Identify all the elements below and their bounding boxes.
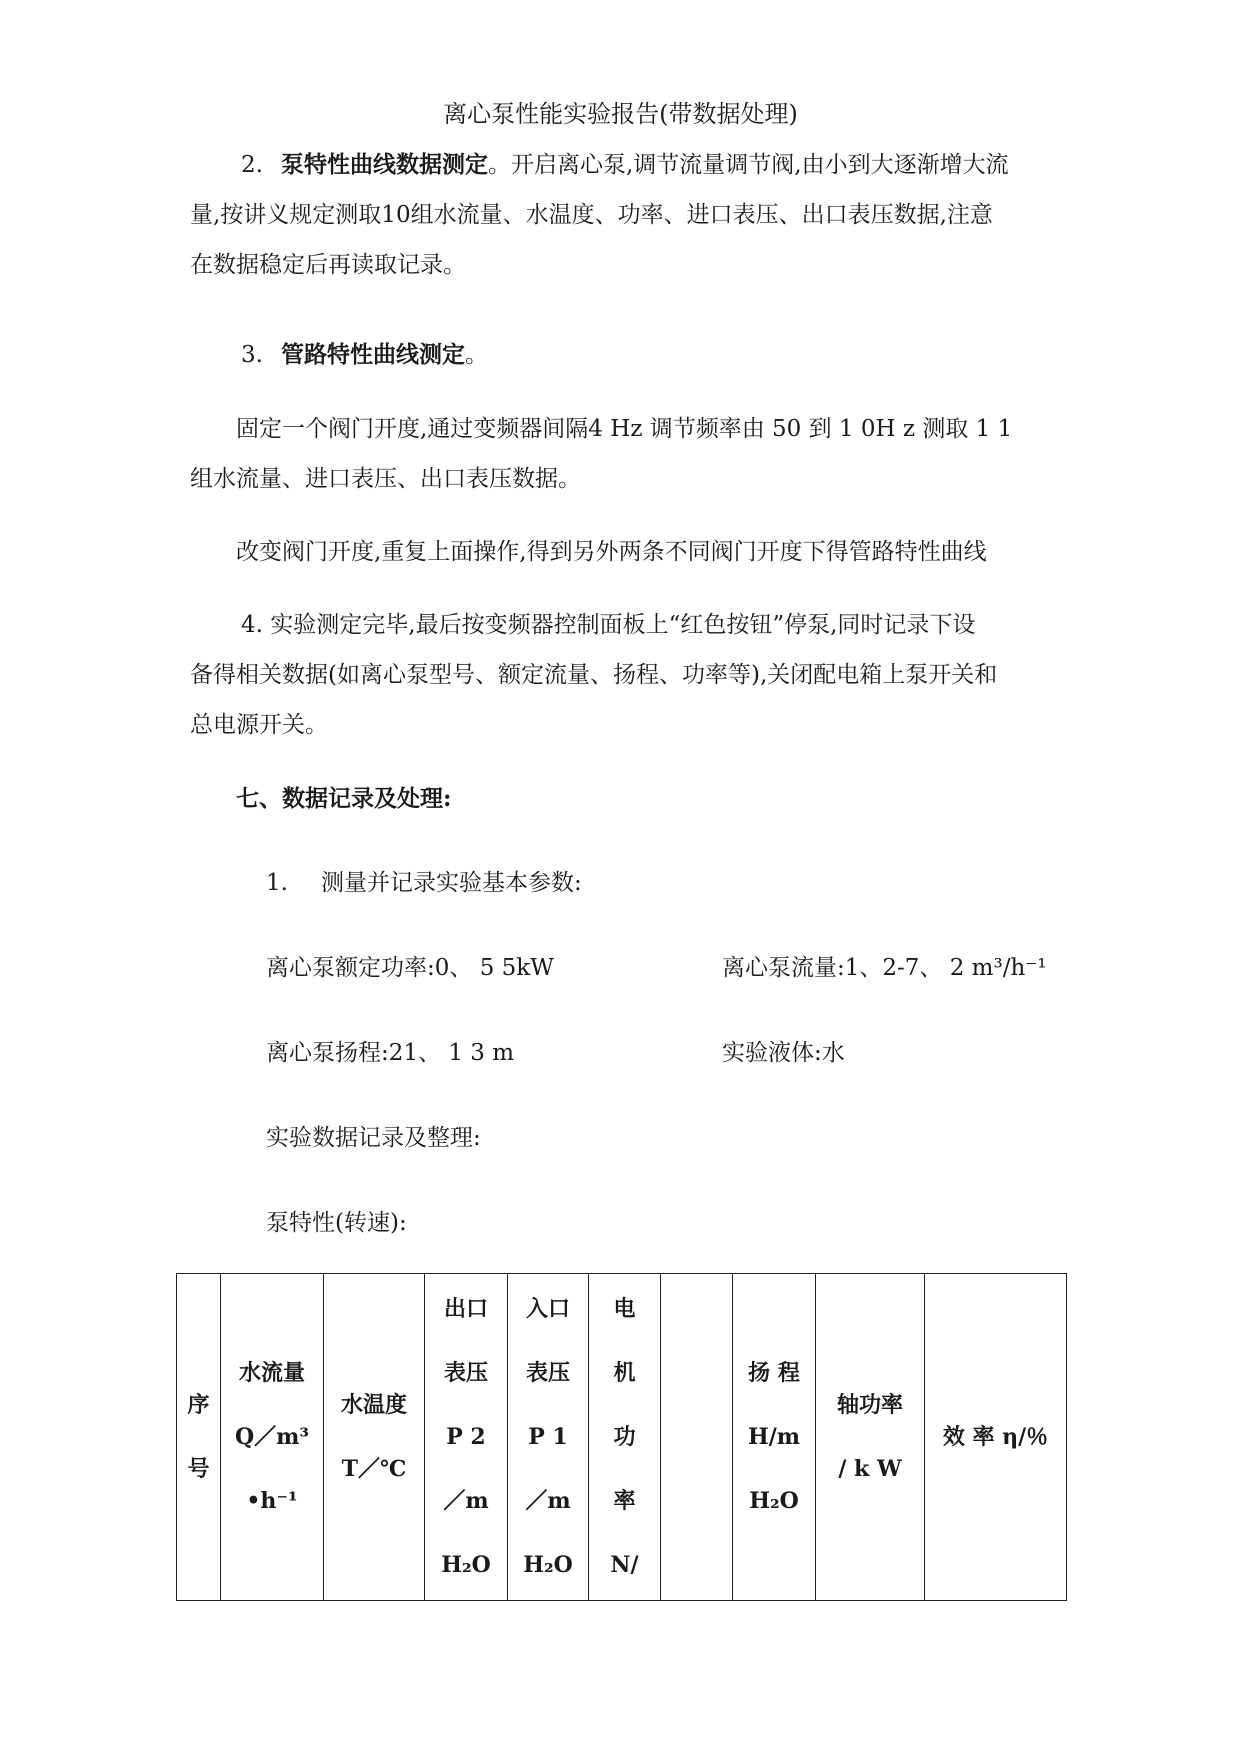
section2-line1 [241,140,1009,190]
fixed-valve-line2: 组水流量、进口表压、出口表压数据。 [190,466,581,492]
header-motor-line: 率 [613,1488,636,1514]
section2-heading: 泵特性曲线数据测定 [281,151,488,178]
section3-heading: 管路特性曲线测定 [281,341,465,368]
pump-data-table [176,1273,1067,1601]
item1-line [266,858,582,908]
header-head-line: 扬 程 [748,1360,800,1386]
header-head-line: H/m [747,1424,801,1450]
header-out-line: P 2 [446,1424,486,1450]
header-temperature [324,1274,425,1601]
header-motor-power [589,1274,661,1601]
change-valve-line: 改变阀门开度,重复上面操作,得到另外两条不同阀门开度下得管路特性曲线 [236,539,987,565]
header-blank [661,1274,733,1601]
header-out-line: 出口 [443,1296,488,1322]
header-temp-line: 水温度 [340,1392,407,1418]
record-title: 实验数据记录及整理: [266,1125,481,1151]
param-rated-power: 离心泵额定功率:0、 5 5kW [266,955,554,981]
section3-text: 。 [465,342,488,368]
page-title: 离心泵性能实验报告(带数据处理) [443,100,798,128]
section4-line2: 备得相关数据(如离心泵型号、额定流量、扬程、功率等),关闭配电箱上泵开关和 [190,662,998,688]
header-head-line: H₂O [749,1488,799,1514]
header-motor-line: 电 [613,1296,636,1322]
header-in-line: 入口 [525,1296,570,1322]
header-temp-line: T／℃ [341,1456,407,1482]
header-efficiency: 效 率 η/％ [925,1274,1067,1601]
section2-text: 。开启离心泵,调节流量调节阀,由小到大逐渐增大流 [488,152,1009,178]
section7-heading: 七、数据记录及处理: [236,785,452,812]
header-flow-line: Q／m³ [234,1424,310,1450]
pump-characteristic-label: 泵特性(转速): [266,1210,407,1236]
param-flow: 离心泵流量:1、2-7、 2 m³/h⁻¹ [722,955,1047,981]
param-head: 离心泵扬程:21、 1 3 m [266,1040,515,1066]
header-seq-line: 号 [187,1456,210,1482]
header-shaft-power [816,1274,925,1601]
section4-line1: 4. 实验测定完毕,最后按变频器控制面板上“红色按钮”停泵,同时记录下设 [241,612,976,638]
header-in-line: ／m [525,1488,571,1514]
header-in-line: P 1 [528,1424,568,1450]
param-liquid: 实验液体:水 [722,1040,845,1066]
header-out-line: ／m [443,1488,489,1514]
header-out-line: 表压 [443,1360,488,1386]
header-flow-line: •h⁻¹ [246,1488,298,1514]
fixed-valve-line1: 固定一个阀门开度,通过变频器间隔4 Hz 调节频率由 50 到 1 0H z 测取 1 1 [236,416,1013,442]
section3-number: 3. [241,342,263,368]
header-out-line: H₂O [441,1552,491,1578]
section2-number: 2. [241,152,263,178]
header-motor-line: N/ [610,1552,639,1578]
header-in-line: 表压 [525,1360,570,1386]
header-motor-line: 机 [613,1360,636,1386]
header-in-line: H₂O [523,1552,573,1578]
table-header-row [177,1274,1067,1601]
section3-line [241,330,488,380]
header-seq [177,1274,221,1601]
header-inlet-pressure [508,1274,589,1601]
section2-line3: 在数据稳定后再读取记录。 [190,252,466,278]
header-flow-line: 水流量 [238,1360,305,1386]
header-motor-line: 功 [613,1424,636,1450]
section4-line3: 总电源开关。 [190,712,328,738]
section2-line2: 量,按讲义规定测取10组水流量、水温度、功率、进口表压、出口表压数据,注意 [190,202,993,228]
header-outlet-pressure [425,1274,508,1601]
header-head [733,1274,816,1601]
header-seq-line: 序 [187,1392,210,1418]
header-shaft-line: / k W [838,1456,902,1482]
header-shaft-line: 轴功率 [836,1392,903,1418]
item1-text: 测量并记录实验基本参数: [321,870,582,896]
header-flow [221,1274,324,1601]
item1-number: 1. [266,870,288,896]
